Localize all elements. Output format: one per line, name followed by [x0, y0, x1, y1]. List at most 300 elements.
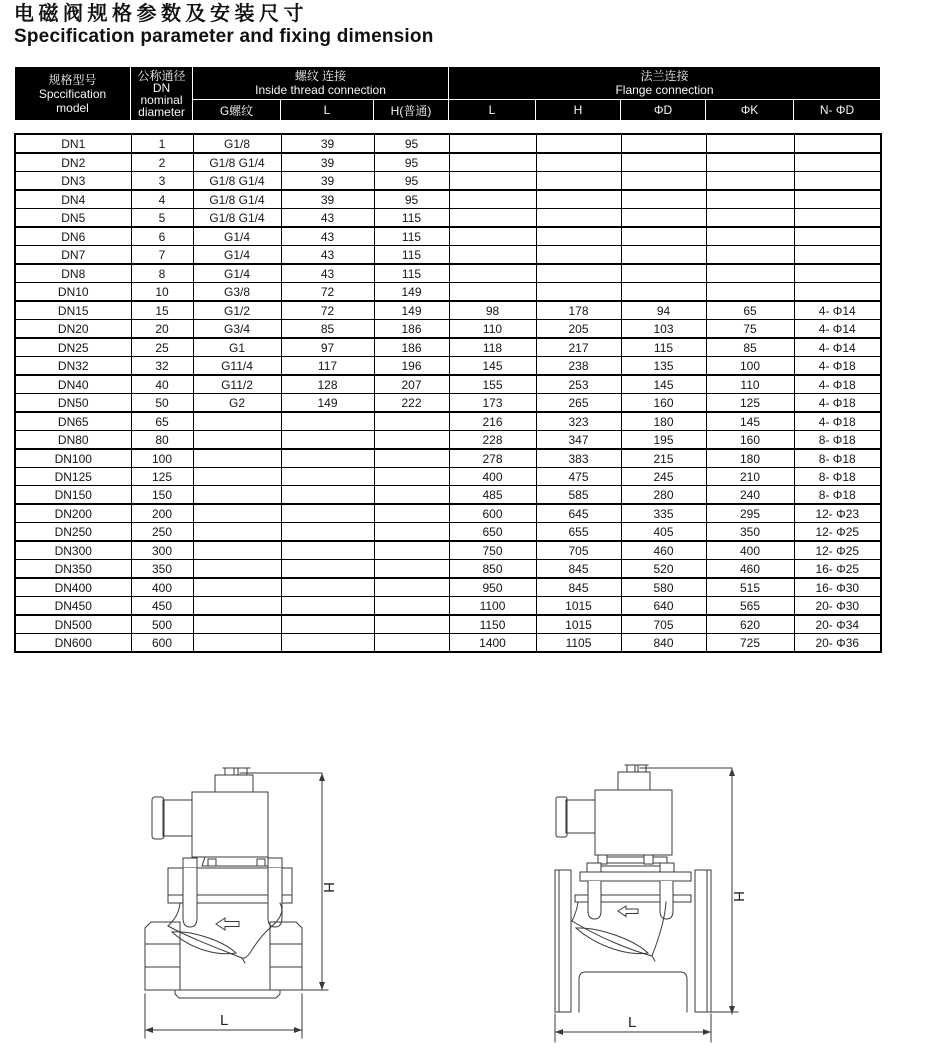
cell: 216 — [449, 412, 536, 431]
cell — [706, 246, 794, 265]
cell: DN10 — [15, 283, 131, 302]
cell: 1100 — [449, 597, 536, 616]
cell: DN15 — [15, 301, 131, 320]
cell: 180 — [621, 412, 706, 431]
cell: 950 — [449, 578, 536, 597]
cell — [193, 412, 281, 431]
cell: 485 — [449, 486, 536, 505]
cell — [536, 227, 621, 246]
connector — [163, 800, 192, 836]
cell: 705 — [621, 615, 706, 634]
cell: 845 — [536, 560, 621, 579]
cell — [281, 504, 374, 523]
cell — [281, 468, 374, 486]
table-row — [15, 615, 881, 634]
header-g-thread: G螺纹 — [193, 100, 281, 121]
cell: DN300 — [15, 541, 131, 560]
coil-body — [192, 792, 268, 857]
cell: 32 — [131, 357, 193, 376]
h-dimension-line — [640, 768, 732, 1014]
coil-cap — [618, 772, 650, 790]
cell — [281, 578, 374, 597]
cell — [621, 246, 706, 265]
table-row — [15, 394, 881, 413]
cell: 95 — [374, 134, 449, 153]
cell: 1015 — [536, 615, 621, 634]
cell: 750 — [449, 541, 536, 560]
cell: 160 — [621, 394, 706, 413]
cell: 725 — [706, 634, 794, 653]
cell — [621, 190, 706, 209]
header-thread-h: H(普通) — [374, 100, 449, 121]
cell: 186 — [374, 338, 449, 357]
cell: 85 — [706, 338, 794, 357]
cell: 103 — [621, 320, 706, 339]
cell: 7 — [131, 246, 193, 265]
cell: 238 — [536, 357, 621, 376]
cell: 460 — [621, 541, 706, 560]
cell — [706, 172, 794, 191]
cell: 1105 — [536, 634, 621, 653]
cell — [281, 634, 374, 653]
cell — [281, 597, 374, 616]
table-row — [15, 190, 881, 209]
cell: 25 — [131, 338, 193, 357]
header-flange-d: ΦD — [621, 100, 706, 121]
cell: 8- Φ18 — [794, 431, 881, 450]
cell: 565 — [706, 597, 794, 616]
cell — [794, 209, 881, 228]
cell — [706, 227, 794, 246]
cell: 97 — [281, 338, 374, 357]
cell: 115 — [374, 264, 449, 283]
cell: DN25 — [15, 338, 131, 357]
cell — [374, 468, 449, 486]
cell: DN8 — [15, 264, 131, 283]
cell — [193, 597, 281, 616]
cell: G11/2 — [193, 375, 281, 394]
table-row — [15, 597, 881, 616]
cell: DN32 — [15, 357, 131, 376]
cell — [449, 264, 536, 283]
cell: G1 — [193, 338, 281, 357]
cell — [621, 209, 706, 228]
cell: 4 — [131, 190, 193, 209]
cell — [374, 431, 449, 450]
cell: 195 — [621, 431, 706, 450]
cell: 20 — [131, 320, 193, 339]
cell: DN350 — [15, 560, 131, 579]
cell: 222 — [374, 394, 449, 413]
cell — [706, 264, 794, 283]
cell — [449, 246, 536, 265]
cell: G3/8 — [193, 283, 281, 302]
cell — [193, 486, 281, 505]
cell: 16- Φ25 — [794, 560, 881, 579]
cell: 845 — [536, 578, 621, 597]
cell — [621, 227, 706, 246]
table-row — [15, 209, 881, 228]
cell: 4- Φ18 — [794, 394, 881, 413]
cell: 8- Φ18 — [794, 468, 881, 486]
cell — [536, 246, 621, 265]
dimension-label-h: H — [730, 891, 747, 902]
table-row — [15, 357, 881, 376]
cell: 705 — [536, 541, 621, 560]
table-row — [15, 375, 881, 394]
cell — [374, 504, 449, 523]
cell: 240 — [706, 486, 794, 505]
cell — [794, 283, 881, 302]
cell — [706, 134, 794, 153]
title-block — [14, 2, 434, 48]
cell: 207 — [374, 375, 449, 394]
cell: 160 — [706, 431, 794, 450]
cell: 145 — [621, 375, 706, 394]
cell: 80 — [131, 431, 193, 450]
flange-right — [695, 870, 711, 1012]
coil-body — [595, 790, 672, 855]
cell — [374, 486, 449, 505]
cell: G1/4 — [193, 264, 281, 283]
cell: 115 — [621, 338, 706, 357]
cell — [706, 209, 794, 228]
cell: DN500 — [15, 615, 131, 634]
cell: 135 — [621, 357, 706, 376]
cell — [281, 486, 374, 505]
cell — [536, 283, 621, 302]
cell: G3/4 — [193, 320, 281, 339]
cell — [449, 283, 536, 302]
cell — [281, 541, 374, 560]
cell — [374, 615, 449, 634]
cell — [536, 190, 621, 209]
cell — [449, 134, 536, 153]
cell: 1400 — [449, 634, 536, 653]
table-row — [15, 634, 881, 653]
cell: 2 — [131, 153, 193, 172]
cell: 39 — [281, 190, 374, 209]
cell: 5 — [131, 209, 193, 228]
cell — [374, 578, 449, 597]
cell — [193, 523, 281, 542]
cell: DN6 — [15, 227, 131, 246]
cell: G11/4 — [193, 357, 281, 376]
table-row — [15, 449, 881, 468]
cell: 100 — [131, 449, 193, 468]
header-flange-h: H — [536, 100, 621, 121]
cell — [536, 153, 621, 172]
header-flange-l: L — [449, 100, 536, 121]
cell: 8- Φ18 — [794, 486, 881, 505]
cell: 8 — [131, 264, 193, 283]
cell: DN20 — [15, 320, 131, 339]
threaded-valve-drawing — [130, 762, 350, 1052]
hex-end-right — [270, 922, 302, 990]
cell: 115 — [374, 227, 449, 246]
cell: 350 — [131, 560, 193, 579]
cell: 94 — [621, 301, 706, 320]
cell: 115 — [374, 246, 449, 265]
cell: 265 — [536, 394, 621, 413]
cell: 460 — [706, 560, 794, 579]
cell: DN65 — [15, 412, 131, 431]
cell: 125 — [706, 394, 794, 413]
cell: G1/4 — [193, 246, 281, 265]
cell — [193, 634, 281, 653]
cell — [449, 190, 536, 209]
bonnet — [580, 872, 691, 881]
flange-left — [555, 870, 571, 1012]
table-row — [15, 320, 881, 339]
cell — [193, 615, 281, 634]
cell — [449, 227, 536, 246]
cell — [281, 431, 374, 450]
cell: 95 — [374, 153, 449, 172]
cell: 350 — [706, 523, 794, 542]
cell — [193, 504, 281, 523]
cell: 43 — [281, 264, 374, 283]
cell — [449, 209, 536, 228]
cell: 110 — [706, 375, 794, 394]
cell — [281, 523, 374, 542]
cell: 72 — [281, 301, 374, 320]
cell: 43 — [281, 209, 374, 228]
cell: 145 — [706, 412, 794, 431]
table-row — [15, 412, 881, 431]
cell: 12- Φ25 — [794, 523, 881, 542]
cell: 278 — [449, 449, 536, 468]
cell: 98 — [449, 301, 536, 320]
cell — [193, 578, 281, 597]
cell: DN4 — [15, 190, 131, 209]
cell: 620 — [706, 615, 794, 634]
dimension-label-l: L — [220, 1012, 229, 1029]
table-row — [15, 246, 881, 265]
cell: 400 — [449, 468, 536, 486]
flow-arrow-icon — [216, 918, 239, 930]
cell: 405 — [621, 523, 706, 542]
cell: 640 — [621, 597, 706, 616]
table-row — [15, 541, 881, 560]
header-flange-k: ΦK — [706, 100, 794, 121]
cell — [193, 541, 281, 560]
cell: DN600 — [15, 634, 131, 653]
table-row — [15, 578, 881, 597]
cell: 39 — [281, 172, 374, 191]
header-thread-group: 螺纹 连接 Inside thread connection — [193, 67, 449, 100]
page-title-zh: 电磁阀规格参数及安装尺寸 — [14, 3, 308, 25]
cell: 228 — [449, 431, 536, 450]
cell: 205 — [536, 320, 621, 339]
cell: 173 — [449, 394, 536, 413]
cell — [794, 227, 881, 246]
cell: 150 — [131, 486, 193, 505]
cell: 4- Φ14 — [794, 301, 881, 320]
spec-table-body — [14, 133, 882, 653]
cell — [794, 190, 881, 209]
cell: 3 — [131, 172, 193, 191]
cell: G1/8 G1/4 — [193, 190, 281, 209]
cell: 100 — [706, 357, 794, 376]
cell: 4- Φ18 — [794, 412, 881, 431]
cell: 655 — [536, 523, 621, 542]
table-row — [15, 134, 881, 153]
cell: 253 — [536, 375, 621, 394]
cell: 115 — [374, 209, 449, 228]
cell — [621, 283, 706, 302]
cell: 178 — [536, 301, 621, 320]
cell: G1/4 — [193, 227, 281, 246]
cell: 15 — [131, 301, 193, 320]
table-row — [15, 523, 881, 542]
cell — [706, 283, 794, 302]
cell — [193, 431, 281, 450]
cell: 347 — [536, 431, 621, 450]
cell: 300 — [131, 541, 193, 560]
cell: 850 — [449, 560, 536, 579]
cell — [281, 412, 374, 431]
header-thread-l: L — [281, 100, 374, 121]
cell: DN80 — [15, 431, 131, 450]
table-row — [15, 264, 881, 283]
dimension-label-h: H — [320, 882, 337, 893]
cell — [374, 634, 449, 653]
cell: 10 — [131, 283, 193, 302]
table-row — [15, 504, 881, 523]
cell: 600 — [131, 634, 193, 653]
cell — [621, 172, 706, 191]
cell: 515 — [706, 578, 794, 597]
cell: 155 — [449, 375, 536, 394]
cell — [621, 153, 706, 172]
cell — [374, 560, 449, 579]
cell: 217 — [536, 338, 621, 357]
cell — [281, 560, 374, 579]
cell: DN1 — [15, 134, 131, 153]
cell: 210 — [706, 468, 794, 486]
cell: G1/8 G1/4 — [193, 172, 281, 191]
cell — [706, 153, 794, 172]
cell: 128 — [281, 375, 374, 394]
cell — [281, 449, 374, 468]
cell: G1/8 G1/4 — [193, 153, 281, 172]
cell — [794, 134, 881, 153]
cell: 196 — [374, 357, 449, 376]
cell: 383 — [536, 449, 621, 468]
cell — [374, 541, 449, 560]
cell — [794, 264, 881, 283]
flow-arrow-icon — [618, 906, 638, 917]
cell: 645 — [536, 504, 621, 523]
cell: 117 — [281, 357, 374, 376]
cell — [193, 449, 281, 468]
cell: 520 — [621, 560, 706, 579]
cell: 43 — [281, 227, 374, 246]
cell: 8- Φ18 — [794, 449, 881, 468]
header-dn: 公称通径 DN nominal diameter — [131, 67, 193, 121]
cell: DN7 — [15, 246, 131, 265]
cell: 95 — [374, 190, 449, 209]
table-row — [15, 486, 881, 505]
dimension-label-l: L — [628, 1014, 637, 1031]
cell: 75 — [706, 320, 794, 339]
table-row — [15, 560, 881, 579]
cell — [193, 560, 281, 579]
cell: G1/2 — [193, 301, 281, 320]
cell: 125 — [131, 468, 193, 486]
cell: 149 — [374, 283, 449, 302]
cell: 110 — [449, 320, 536, 339]
cell: 149 — [374, 301, 449, 320]
cell: 585 — [536, 486, 621, 505]
cell: 12- Φ23 — [794, 504, 881, 523]
header-model: 规格型号 Spccification model — [15, 67, 131, 121]
cell: DN2 — [15, 153, 131, 172]
header-flange-nd: N- ΦD — [794, 100, 881, 121]
cell: G2 — [193, 394, 281, 413]
coil-cap — [215, 775, 253, 792]
cell: G1/8 G1/4 — [193, 209, 281, 228]
cell: 85 — [281, 320, 374, 339]
cell — [706, 190, 794, 209]
cell: 580 — [621, 578, 706, 597]
cell: 39 — [281, 153, 374, 172]
cell: DN100 — [15, 449, 131, 468]
connector — [566, 800, 595, 833]
cell — [621, 264, 706, 283]
cell: DN450 — [15, 597, 131, 616]
cell: 65 — [706, 301, 794, 320]
table-row — [15, 153, 881, 172]
cell: 4- Φ14 — [794, 320, 881, 339]
cell — [536, 134, 621, 153]
cell: 245 — [621, 468, 706, 486]
cell: 280 — [621, 486, 706, 505]
cell — [621, 134, 706, 153]
cell — [536, 172, 621, 191]
cell: 186 — [374, 320, 449, 339]
cell: DN3 — [15, 172, 131, 191]
cell: 43 — [281, 246, 374, 265]
cell: DN125 — [15, 468, 131, 486]
cell — [536, 209, 621, 228]
table-row — [15, 431, 881, 450]
cell — [374, 412, 449, 431]
cell: 180 — [706, 449, 794, 468]
cell: 72 — [281, 283, 374, 302]
cell: 145 — [449, 357, 536, 376]
cell: 12- Φ25 — [794, 541, 881, 560]
cell: G1/8 — [193, 134, 281, 153]
cell: DN200 — [15, 504, 131, 523]
table-row — [15, 283, 881, 302]
cell: 400 — [706, 541, 794, 560]
table-row — [15, 227, 881, 246]
cell: 50 — [131, 394, 193, 413]
cell — [193, 468, 281, 486]
cell: 323 — [536, 412, 621, 431]
table-row — [15, 338, 881, 357]
table-row — [15, 172, 881, 191]
cell — [281, 615, 374, 634]
cell: 1150 — [449, 615, 536, 634]
cell: 475 — [536, 468, 621, 486]
cell: 500 — [131, 615, 193, 634]
cell: 20- Φ30 — [794, 597, 881, 616]
cell: 40 — [131, 375, 193, 394]
cell: 450 — [131, 597, 193, 616]
